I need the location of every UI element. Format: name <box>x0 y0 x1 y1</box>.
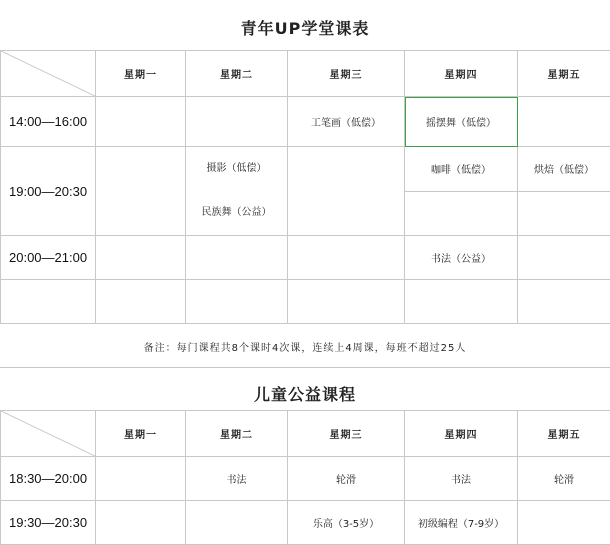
day-header: 星期三 <box>288 51 405 97</box>
course-cell: 书法（公益） <box>405 236 518 280</box>
course-cell <box>288 147 405 236</box>
day-header: 星期二 <box>186 51 288 97</box>
time-slot: 20:00—21:00 <box>1 236 96 280</box>
diagonal-line <box>1 411 95 456</box>
course-cell <box>518 280 610 324</box>
course-cell: 初级编程（7-9岁） <box>405 501 518 545</box>
course-cell <box>518 236 610 280</box>
course-cell <box>96 97 186 147</box>
table-header-row <box>1 411 610 457</box>
schedule-title-youth: 青年UP学堂课表 <box>0 16 610 39</box>
course-cell <box>518 191 610 236</box>
corner-cell <box>1 411 96 457</box>
day-header: 星期五 <box>518 51 610 97</box>
schedule-title-children: 儿童公益课程 <box>0 382 610 405</box>
course-cell <box>288 236 405 280</box>
course-cell <box>96 457 186 501</box>
course-cell: 书法 <box>405 457 518 501</box>
day-header: 星期四 <box>405 411 518 457</box>
schedule-note: 备注：每门课程共8个课时4次课，连续上4周课，每班不超过25人 <box>0 339 610 354</box>
course-cell <box>96 236 186 280</box>
corner-cell <box>1 51 96 97</box>
day-header: 星期三 <box>288 411 405 457</box>
time-slot <box>1 280 96 324</box>
table-row <box>1 457 610 501</box>
time-slot: 19:00—20:30 <box>1 147 96 236</box>
course-cell-stack <box>186 147 288 236</box>
course-cell <box>518 97 610 147</box>
course-cell: 工笔画（低偿） <box>288 97 405 147</box>
course-cell <box>288 280 405 324</box>
table-row <box>1 147 610 192</box>
time-slot: 19:30—20:30 <box>1 501 96 545</box>
course-cell <box>96 147 186 236</box>
day-header: 星期五 <box>518 411 610 457</box>
day-header: 星期一 <box>96 51 186 97</box>
table-row <box>1 501 610 545</box>
day-header: 星期一 <box>96 411 186 457</box>
table-row <box>1 280 610 324</box>
time-slot: 14:00—16:00 <box>1 97 96 147</box>
table-row <box>1 97 610 147</box>
course-cell: 咖啡（低偿） <box>405 147 518 192</box>
course-cell <box>518 501 610 545</box>
course-cell <box>186 280 288 324</box>
course-cell: 轮滑 <box>288 457 405 501</box>
course-cell <box>405 280 518 324</box>
course-cell <box>96 501 186 545</box>
table-header-row <box>1 51 610 97</box>
day-header: 星期四 <box>405 51 518 97</box>
time-slot: 18:30—20:00 <box>1 457 96 501</box>
course-cell: 书法 <box>186 457 288 501</box>
table-row <box>1 236 610 280</box>
course-cell <box>405 191 518 236</box>
course-cell-selected[interactable]: 摇摆舞（低偿） <box>405 97 518 147</box>
course-cell: 乐高（3-5岁） <box>288 501 405 545</box>
course-cell <box>186 501 288 545</box>
diagonal-line <box>1 51 95 96</box>
children-schedule-table <box>0 410 610 545</box>
course-cell <box>96 280 186 324</box>
course-entry: 摄影（低偿） <box>186 147 287 191</box>
course-entry: 民族舞（公益） <box>186 191 287 235</box>
course-cell <box>186 97 288 147</box>
course-cell <box>186 236 288 280</box>
course-cell: 烘焙（低偿） <box>518 147 610 192</box>
day-header: 星期二 <box>186 411 288 457</box>
course-cell: 轮滑 <box>518 457 610 501</box>
divider <box>0 367 610 368</box>
youth-schedule-table <box>0 50 610 324</box>
